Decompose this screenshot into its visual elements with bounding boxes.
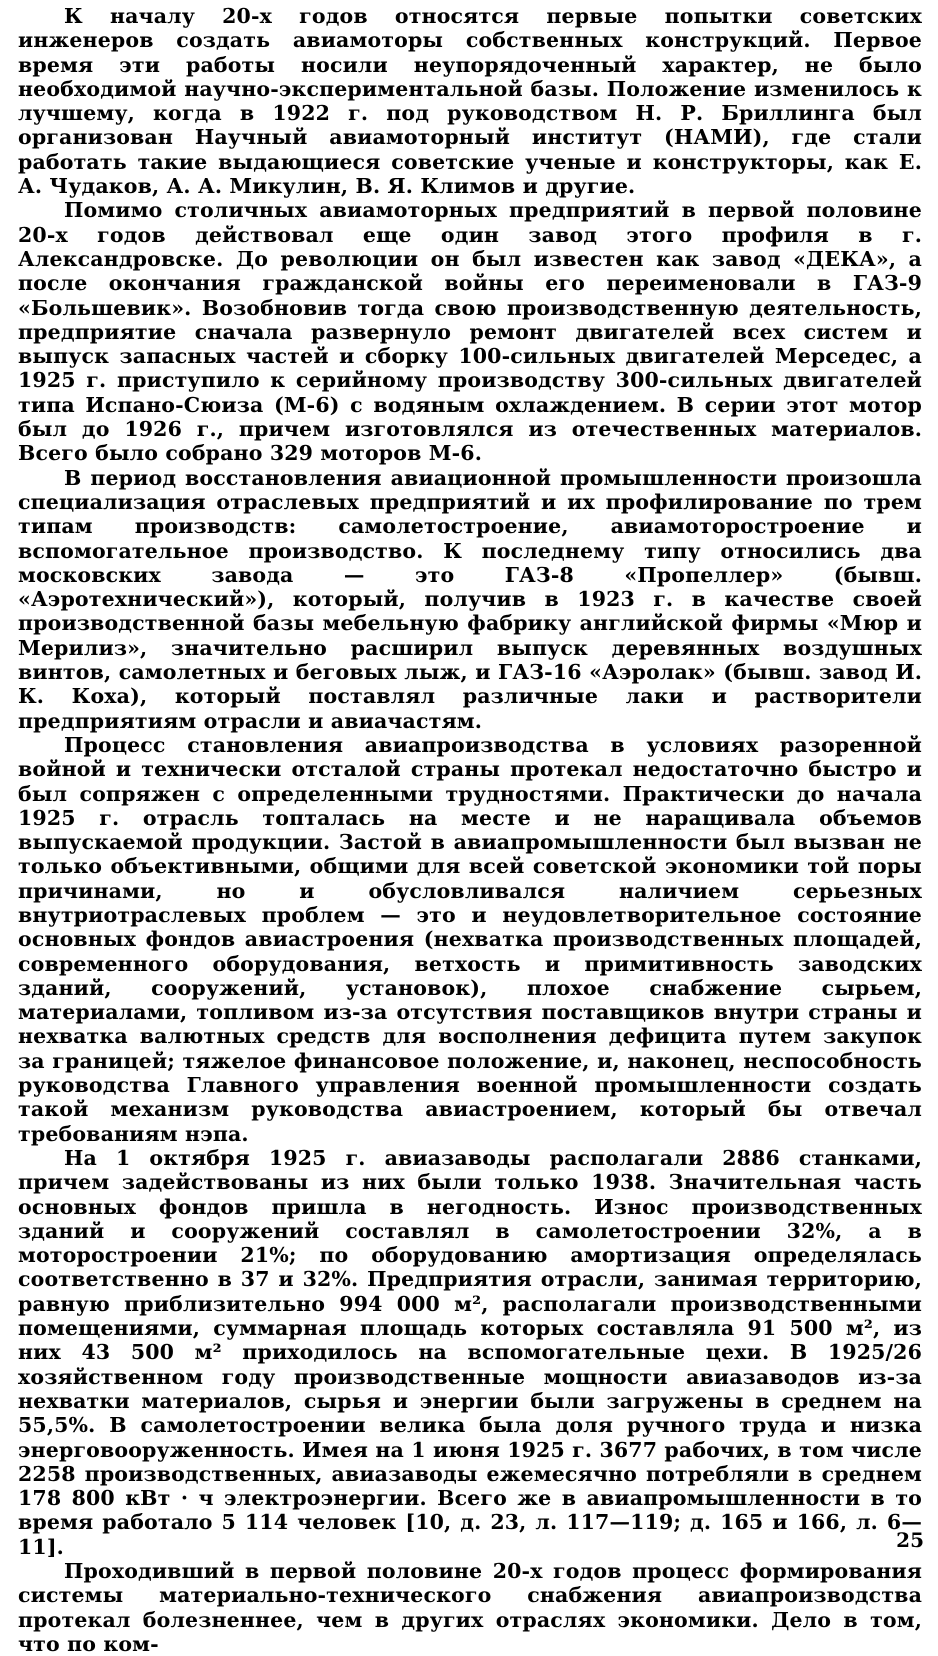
paragraph-2: Помимо столичных авиамоторных предприятий в первой половине 20-х годов действовал еще один завод этого профиля в г. Александровске. До революции он был известен как завод «ДЕКА», а после окончания гражданской войны его переименовали в ГАЗ-9 «Большевик». Возобновив тогда свою производственную деятельность, предприятие сначала развернуло ремонт двигателей всех систем и выпуск запасных частей и сборку 100-сильных двигателей Мерседес, а 1925 г. приступило к серийному производству 300-сильных двигателей типа Испано-Сюиза (М-6) с водяным охлаждением. В серии этот мотор был до 1926 г., причем изготовлялся из отечественных материалов. Всего было собрано 329 моторов М-6. [18, 198, 922, 466]
paragraph-6: Проходивший в первой половине 20-х годов процесс формирования системы материально-технического снабжения авиапроизводства протекал болезненнее, чем в других отраслях экономики. Дело в том, что по ком- [18, 1559, 922, 1656]
paragraph-1: К началу 20-х годов относятся первые попытки советских инженеров создать авиамоторы собственных конструкций. Первое время эти работы носили неупорядоченный характер, не было необходимой научно-экспериментальной базы. Положение изменилось к лучшему, когда в 1922 г. под руководством Н. Р. Бриллинга был организован Научный авиамоторный институт (НАМИ), где стали работать такие выдающиеся советские ученые и конструкторы, как Е. А. Чудаков, А. А. Микулин, В. Я. Климов и другие. [18, 4, 922, 199]
page-number: 25 [896, 1528, 924, 1552]
paragraph-4: Процесс становления авиапроизводства в условиях разоренной войной и технически отсталой страны протекал недостаточно быстро и был сопряжен с определенными трудностями. Практически до начала 1925 г. отрасль топталась на месте и не наращивала объемов выпускаемой продукции. Застой в авиапромышленности был вызван не только объективными, общими для всей советской экономики той поры причинами, но и обусловливался наличием серьезных внутриотраслевых проблем — это и неудовлетворительное состояние основных фондов авиастроения (нехватка производственных площадей, современного оборудования, ветхость и примитивность заводских зданий, сооружений, установок), плохое снабжение сырьем, материалами, топливом из-за отсутствия поставщиков внутри страны и нехватка валютных средств для восполнения дефицита путем закупок за границей; тяжелое финансовое положение, и, наконец, неспособность руководства Главного управления военной промышленности создать такой механизм руководства авиастроением, который бы отвечал требованиям нэпа. [18, 732, 922, 1146]
page-body [18, 4, 922, 1656]
paragraph-5: На 1 октября 1925 г. авиазаводы располагали 2886 станками, причем задействованы из них были только 1938. Значительная часть основных фондов пришла в негодность. Износ производственных зданий и сооружений составлял в самолетостроении 32%, а в моторостроении 21%; по оборудованию амортизация определялась соответственно в 37 и 32%. Предприятия отрасли, занимая территорию, равную приблизительно 994 000 м², располагали производственными помещениями, суммарная площадь которых составляла 91 500 м², из них 43 500 м² приходилось на вспомогательные цехи. В 1925/26 хозяйственном году производственные мощности авиазаводов из-за нехватки материалов, сырья и энергии были загружены в среднем на 55,5%. В самолетостроении велика была доля ручного труда и низка энерговооруженность. Имея на 1 июня 1925 г. 3677 рабочих, в том числе 2258 производственных, авиазаводы ежемесячно потребляли в среднем 178 800 кВт · ч электроэнергии. Всего же в авиапромышленности в то время работало 5 114 человек [10, д. 23, л. 117—119; д. 165 и 166, л. 6—11]. [18, 1145, 922, 1559]
paragraph-3: В период восстановления авиационной промышленности произошла специализация отраслевых предприятий и их профилирование по трем типам производств: самолетостроение, авиамоторостроение и вспомогательное производство. К последнему типу относились два московских завода — это ГАЗ-8 «Пропеллер» (бывш. «Аэротехнический»), который, получив в 1923 г. в качестве своей производственной базы мебельную фабрику английской фирмы «Мюр и Мерилиз», значительно расширил выпуск деревянных воздушных винтов, самолетных и беговых лыж, и ГАЗ-16 «Аэролак» (бывш. завод И. К. Коха), который поставлял различные лаки и растворители предприятиям отрасли и авиачастям. [18, 465, 922, 733]
